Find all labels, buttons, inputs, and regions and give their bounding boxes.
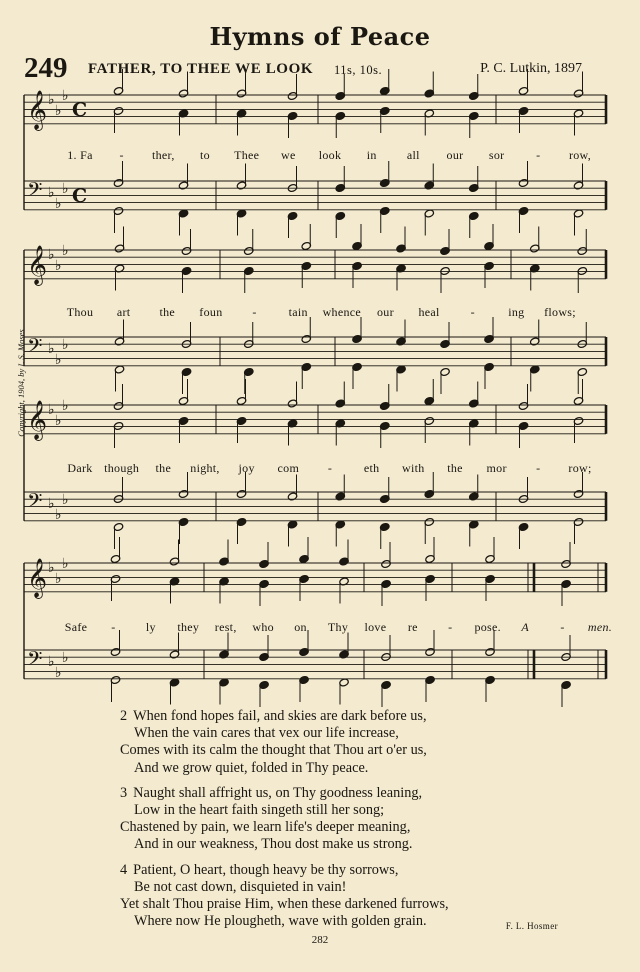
verse-line: And in our weakness, Thou dost make us strong.: [134, 836, 413, 853]
lyric-syllable: who: [252, 620, 274, 634]
lyric-syllable: we: [281, 148, 296, 162]
verse-line: Yet shalt Thou praise Him, when these darkened furrows,: [120, 896, 449, 913]
meter: 11s, 10s.: [334, 63, 383, 77]
lyric-syllable: row,: [568, 148, 592, 162]
flat-sign-icon: ♭: [62, 398, 69, 414]
lyric-syllable: foun: [199, 305, 223, 319]
composer: P. C. Lutkin, 1897: [480, 61, 582, 76]
flat-sign-icon: ♭: [62, 181, 69, 197]
lyric-syllable: our: [377, 305, 394, 319]
stanza: [120, 785, 580, 854]
lyric-syllable: com: [277, 461, 300, 475]
flat-sign-icon: ♭: [55, 507, 62, 523]
flat-sign-icon: ♭: [48, 247, 55, 263]
lyric-syllable: art: [116, 305, 131, 319]
verse-line: Be not cast down, disquieted in vain!: [134, 878, 347, 895]
flat-sign-icon: ♭: [55, 571, 62, 587]
verse-line: [120, 708, 580, 725]
verse-line: Comes with its calm the thought that Thou art o'er us,: [120, 742, 427, 759]
flat-sign-icon: ♭: [55, 352, 62, 368]
stanza-number: 2: [120, 708, 128, 724]
lyric-syllable: the: [155, 461, 172, 475]
treble-clef-icon: 𝄞: [27, 90, 48, 130]
flat-sign-icon: ♭: [48, 560, 55, 576]
lyric-syllable: sor: [488, 148, 505, 162]
lyric-syllable: love: [364, 620, 387, 634]
lyric-syllable: the: [447, 461, 463, 475]
verse-line: [120, 785, 580, 802]
flat-sign-icon: ♭: [48, 402, 55, 418]
verse-line: Low in the heart faith singeth still her song;: [134, 802, 385, 819]
lyric-syllable: pose.: [474, 620, 501, 634]
lyric-syllable: A: [521, 620, 529, 634]
lyric-syllable: -: [327, 461, 333, 475]
lyric-syllable: eth: [363, 461, 380, 475]
lyric-syllable: on: [294, 620, 307, 634]
lyric-syllable: all: [406, 148, 420, 162]
flat-sign-icon: ♭: [48, 341, 55, 357]
lyric-syllable: in: [366, 148, 377, 162]
lyric-syllable: look: [318, 148, 342, 162]
lyric-syllable: ly: [145, 620, 156, 634]
flat-sign-icon: ♭: [62, 337, 69, 353]
bass-clef-icon: 𝄢: [27, 178, 43, 206]
lyric-syllable: -: [448, 620, 453, 634]
treble-clef-icon: 𝄞: [27, 558, 48, 598]
page-title: Hymns of Peace: [209, 22, 431, 51]
stanza: [120, 708, 580, 777]
flat-sign-icon: ♭: [48, 496, 55, 512]
verse-line: When the vain cares that vex our life increase,: [134, 725, 399, 742]
flat-sign-icon: ♭: [62, 88, 69, 104]
lyric-syllable: Thy: [327, 620, 349, 634]
lyric-syllable: Thee: [234, 148, 260, 162]
verse-line: Chastened by pain, we learn life's deeper meaning,: [120, 819, 411, 836]
lyric-syllable: our: [446, 148, 464, 162]
flat-sign-icon: ♭: [48, 92, 55, 108]
verse-line: Where now He plougheth, wave with golden grain.: [134, 913, 427, 930]
stanza-number: 3: [120, 784, 128, 801]
lyric-line: [24, 461, 604, 479]
treble-clef-icon: 𝄞: [27, 400, 48, 440]
lyric-syllable: -: [536, 148, 541, 162]
lyric-syllable: though: [104, 461, 140, 475]
hymn-number: 249: [24, 52, 68, 84]
stanza-number: 4: [120, 861, 128, 878]
verse-author: F. L. Hosmer: [505, 921, 558, 931]
lyric-line: [24, 148, 604, 166]
common-time-icon: C: [72, 185, 88, 207]
lyric-syllable: re: [407, 620, 418, 634]
lyric-syllable: row;: [568, 461, 592, 475]
lyric-syllable: ing: [508, 305, 525, 319]
flat-sign-icon: ♭: [55, 196, 62, 212]
lyric-syllable: -: [111, 620, 116, 634]
bass-clef-icon: 𝄢: [27, 334, 43, 362]
flat-sign-icon: ♭: [48, 185, 55, 201]
lyric-syllable: night,: [190, 461, 220, 475]
lyric-syllable: -: [252, 305, 257, 319]
lyric-syllable: flows;: [544, 305, 576, 319]
lyric-syllable: whence: [322, 305, 362, 319]
lyric-syllable: they: [177, 620, 200, 634]
flat-sign-icon: ♭: [48, 654, 55, 670]
flat-sign-icon: ♭: [62, 556, 69, 572]
verse-line: [120, 862, 580, 879]
lyric-syllable: rest,: [214, 620, 237, 634]
flat-sign-icon: ♭: [62, 243, 69, 259]
hymn-title: FATHER, TO THEE WE LOOK: [88, 61, 314, 77]
lyric-line: [24, 620, 613, 638]
lyric-syllable: -: [119, 148, 124, 162]
lyric-syllable: -: [536, 461, 541, 475]
lyric-syllable: joy: [238, 461, 255, 475]
lyric-syllable: Dark: [67, 461, 93, 475]
verse-text: Naught shall affright us, on Thy goodness leaning,: [133, 784, 423, 801]
flat-sign-icon: ♭: [55, 258, 62, 274]
flat-sign-icon: ♭: [55, 103, 62, 119]
lyric-syllable: ther,: [151, 148, 175, 162]
additional-verses: [120, 708, 580, 938]
lyric-syllable: tain: [288, 305, 308, 319]
lyric-line: [24, 305, 604, 323]
treble-clef-icon: 𝄞: [27, 245, 48, 285]
flat-sign-icon: ♭: [62, 650, 69, 666]
lyric-syllable: heal: [418, 305, 440, 319]
flat-sign-icon: ♭: [55, 665, 62, 681]
verse-text: Patient, O heart, though heavy be thy sorrows,: [133, 861, 399, 878]
lyric-syllable: the: [159, 305, 176, 319]
bass-clef-icon: 𝄢: [27, 647, 43, 675]
lyric-syllable: with: [402, 461, 425, 475]
verse-text: When fond hopes fail, and skies are dark before us,: [133, 708, 427, 724]
page-number: 282: [311, 934, 329, 946]
lyric-syllable: men.: [587, 620, 613, 634]
flat-sign-icon: ♭: [55, 413, 62, 429]
verse-line: And we grow quiet, folded in Thy peace.: [134, 759, 369, 776]
lyric-syllable: Thou: [66, 305, 94, 319]
lyric-syllable: Safe: [64, 620, 88, 634]
lyric-syllable: mor: [486, 461, 507, 475]
lyric-syllable: -: [560, 620, 565, 634]
lyric-syllable: 1. Fa: [67, 148, 93, 162]
bass-clef-icon: 𝄢: [27, 489, 43, 517]
lyric-syllable: -: [470, 305, 475, 319]
common-time-icon: C: [72, 99, 88, 121]
lyric-syllable: to: [200, 148, 210, 162]
flat-sign-icon: ♭: [62, 492, 69, 508]
copyright-text: Copyright, 1904, by I. S. Moses: [16, 329, 26, 437]
